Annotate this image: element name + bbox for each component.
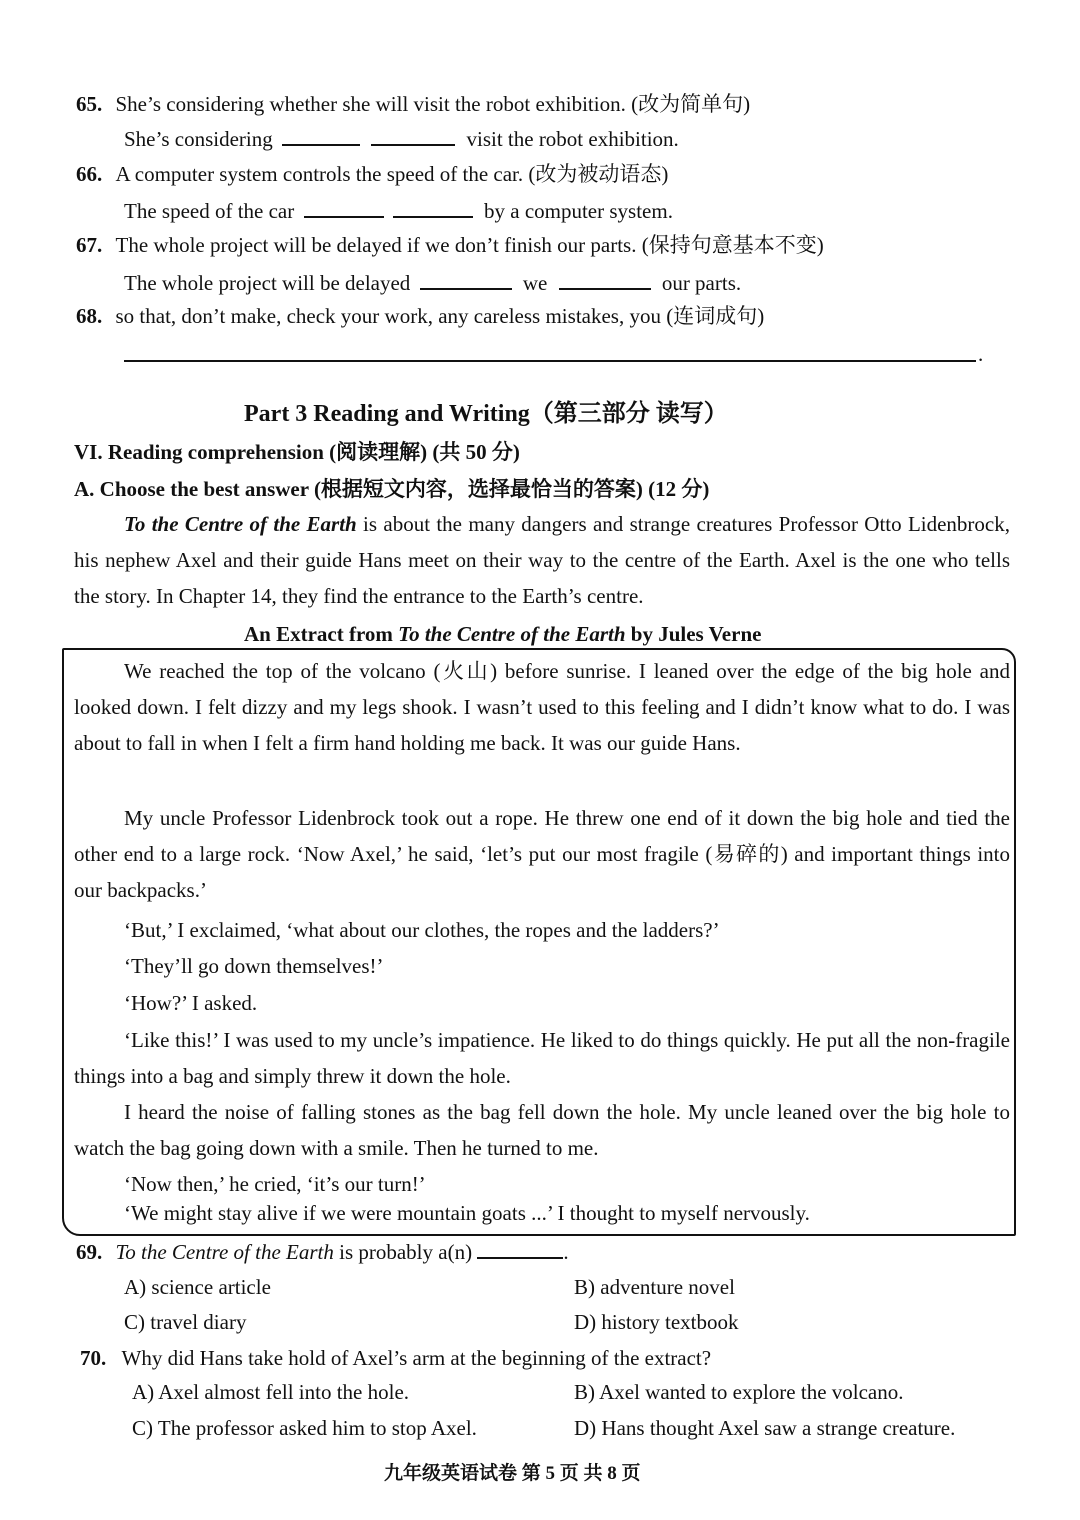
answer-blank-1[interactable] <box>304 196 384 218</box>
extract-paragraph-3: ‘But,’ I exclaimed, ‘what about our clothes, the ropes and the ladders?’ <box>124 918 720 942</box>
extract-heading-title: To the Centre of the Earth <box>398 622 626 646</box>
option-c[interactable]: C) travel diary <box>124 1310 247 1334</box>
extract-paragraph-8: ‘Now then,’ he cried, ‘it’s our turn!’ <box>124 1172 426 1196</box>
option-d[interactable]: D) Hans thought Axel saw a strange creature. <box>574 1416 956 1440</box>
option-c[interactable]: C) The professor asked him to stop Axel. <box>132 1416 477 1440</box>
answer-blank-1[interactable] <box>282 124 360 146</box>
page-footer: 九年级英语试卷 第 5 页 共 8 页 <box>384 1463 641 1484</box>
question-stem-end: . <box>563 1240 569 1264</box>
extract-paragraph-4: ‘They’ll go down themselves!’ <box>124 954 384 978</box>
answer-suffix: by a computer system. <box>484 199 673 223</box>
intro-paragraph <box>74 506 1010 614</box>
question-prompt: She’s considering whether she will visit the robot exhibition. (改为简单句) <box>115 92 751 116</box>
extract-heading <box>244 620 761 648</box>
answer-prefix: She’s considering <box>124 127 273 151</box>
question-prompt: The whole project will be delayed if we don’t finish our parts. (保持句意基本不变) <box>115 233 824 257</box>
intro-text: is about the many dangers and strange creatures Professor Otto Lidenbrock, his nephew Axel and their guide Hans meet on their way to the centre of the Earth. Axel is the one who tells the story. In Chapter 14, they find the entrance to the Earth’s centre. <box>74 512 1010 608</box>
question-number: 68. <box>76 304 103 328</box>
section-a-title: A. Choose the best answer (根据短文内容，选择最恰当的答案) (12 分) <box>74 477 710 501</box>
question-prompt: A computer system controls the speed of the car. (改为被动语态) <box>115 162 669 186</box>
extract-paragraph-5: ‘How?’ I asked. <box>124 991 258 1015</box>
question-stem-text: Why did Hans take hold of Axel’s arm at the beginning of the extract? <box>121 1346 712 1370</box>
extract-paragraph-2: My uncle Professor Lidenbrock took out a rope. He threw one end of it down the big hole and tied the other end to a large rock. ‘Now Axel,’ he said, ‘let’s put our most fragile (易碎的) and important things into our backpacks.’ <box>74 806 1010 902</box>
answer-end-period: . <box>978 342 984 366</box>
answer-suffix: our parts. <box>661 271 742 295</box>
intro-book-title: To the Centre of the Earth <box>124 512 357 536</box>
question-number: 66. <box>76 162 103 186</box>
option-a[interactable]: A) Axel almost fell into the hole. <box>132 1380 410 1404</box>
answer-blank-1[interactable] <box>420 268 512 290</box>
part3-title: Part 3 Reading and Writing（第三部分 读写） <box>244 401 728 427</box>
answer-prefix: The speed of the car <box>124 199 295 223</box>
question-number: 70. <box>80 1346 107 1370</box>
section-vi-title: VI. Reading comprehension (阅读理解) (共 50 分) <box>74 440 520 464</box>
question-prompt: so that, don’t make, check your work, any careless mistakes, you (连词成句) <box>115 304 765 328</box>
answer-line[interactable] <box>124 360 976 362</box>
extract-paragraph-7: I heard the noise of falling stones as the bag fell down the hole. My uncle leaned over the big hole to watch the bag going down with a smile. Then he turned to me. <box>74 1100 1010 1160</box>
answer-blank-2[interactable] <box>371 124 455 146</box>
question-stem-text: is probably a(n) <box>333 1240 478 1264</box>
extract-heading-suffix: by Jules Verne <box>625 622 762 646</box>
extract-paragraph-9: ‘We might stay alive if we were mountain goats ...’ I thought to myself nervously. <box>124 1201 810 1225</box>
extract-heading-prefix: An Extract from <box>244 622 399 646</box>
extract-paragraph-6: ‘Like this!’ I was used to my uncle’s impatience. He liked to do things quickly. He put all the non-fragile things into a bag and simply threw it down the hole. <box>74 1028 1010 1088</box>
option-a[interactable]: A) science article <box>124 1275 271 1299</box>
answer-blank-2[interactable] <box>559 268 651 290</box>
question-number: 65. <box>76 92 103 116</box>
answer-blank-2[interactable] <box>393 196 473 218</box>
option-b[interactable]: B) adventure novel <box>574 1275 735 1299</box>
question-number: 67. <box>76 233 103 257</box>
question-stem-title: To the Centre of the Earth <box>115 1240 334 1264</box>
answer-blank[interactable] <box>477 1237 563 1259</box>
option-d[interactable]: D) history textbook <box>574 1310 739 1334</box>
answer-prefix: The whole project will be delayed <box>124 271 411 295</box>
answer-suffix: visit the robot exhibition. <box>466 127 679 151</box>
extract-paragraph-1: We reached the top of the volcano (火山) before sunrise. I leaned over the edge of the big hole and looked down. I felt dizzy and my legs shook. I wasn’t used to this feeling and I didn’t know what to do. I was about to fall in when I felt a firm hand holding me back. It was our guide Hans. <box>74 659 1010 755</box>
question-number: 69. <box>76 1240 103 1264</box>
option-b[interactable]: B) Axel wanted to explore the volcano. <box>574 1380 904 1404</box>
answer-middle: we <box>522 271 548 295</box>
